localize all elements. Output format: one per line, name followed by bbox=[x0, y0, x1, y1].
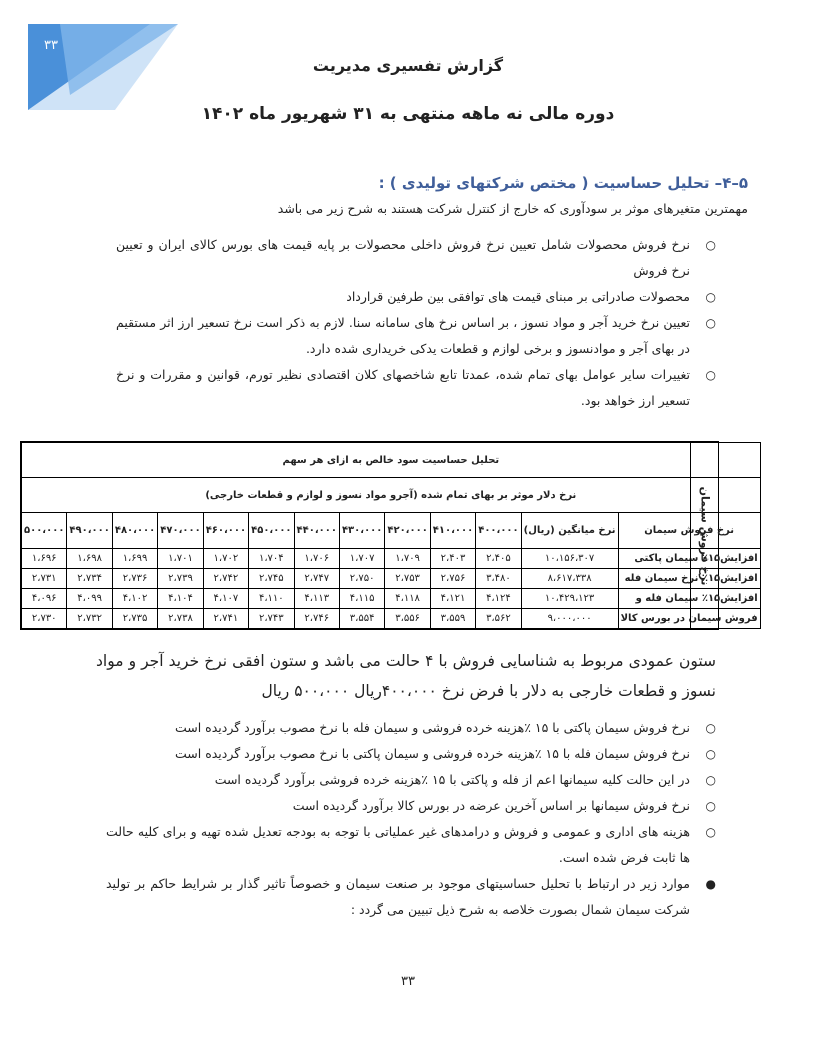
page-number-bottom: ۳۳ bbox=[401, 974, 415, 989]
col-header-rate: ۴۶۰،۰۰۰ bbox=[203, 513, 248, 548]
report-subtitle: دوره مالی نه ماهه منتهی به ۳۱ شهریور ماه ۱۴۰۲ bbox=[201, 104, 615, 124]
table-cell: ۲،۷۳۱ bbox=[22, 568, 67, 588]
circle-bullet-icon: ○ bbox=[705, 825, 716, 839]
circle-bullet-icon: ○ bbox=[705, 799, 716, 813]
col-header-rate: ۴۹۰،۰۰۰ bbox=[67, 513, 112, 548]
table-cell: ۴،۱۰۷ bbox=[203, 588, 248, 608]
table-cell: ۴،۱۲۱ bbox=[430, 588, 475, 608]
table-cell: ۲،۷۴۱ bbox=[203, 608, 248, 628]
table-row bbox=[22, 608, 761, 628]
table-cell: ۲،۷۵۰ bbox=[339, 568, 384, 588]
table-cell: ۳،۵۵۹ bbox=[430, 608, 475, 628]
table-cell: ۱،۷۰۴ bbox=[249, 548, 294, 568]
table-cell: ۴،۱۱۵ bbox=[339, 588, 384, 608]
table-cell: ۲،۷۴۳ bbox=[249, 608, 294, 628]
table-cell: ۳،۵۶۲ bbox=[476, 608, 521, 628]
col-header-rate: ۴۷۰،۰۰۰ bbox=[158, 513, 203, 548]
table-header-main: تحلیل حساسیت سود خالص به ازای هر سهم bbox=[22, 443, 761, 478]
table-cell: ۳،۵۵۶ bbox=[385, 608, 430, 628]
page-corner-decoration bbox=[0, 0, 200, 110]
table-cell: ۴،۱۰۴ bbox=[158, 588, 203, 608]
table-row bbox=[22, 588, 761, 608]
circle-bullet-icon: ○ bbox=[705, 238, 716, 252]
table-cell: ۲،۷۳۸ bbox=[158, 608, 203, 628]
table-cell: ۲،۷۴۷ bbox=[294, 568, 339, 588]
col-header-rate: ۴۱۰،۰۰۰ bbox=[430, 513, 475, 548]
row-avg-rate: ۱۰،۴۲۹،۱۲۳ bbox=[521, 588, 618, 608]
table-cell: ۲،۴۰۳ bbox=[430, 548, 475, 568]
table-cell: ۲،۷۴۵ bbox=[249, 568, 294, 588]
table-cell: ۳،۵۵۴ bbox=[339, 608, 384, 628]
table-cell: ۲،۷۵۶ bbox=[430, 568, 475, 588]
list-item bbox=[106, 741, 716, 767]
sensitivity-table bbox=[20, 441, 758, 630]
list-item-text: موارد زیر در ارتباط با تحلیل حساسیتهای موجود بر صنعت سیمان و خصوصاً تاثیر گذار بر شرایط حاکم بر تولید شرکت سیمان شمال بصورت خلاصه به شرح ذیل تبیین می گردد : bbox=[106, 876, 690, 917]
list-item bbox=[106, 715, 716, 741]
col-header-rate: ۴۰۰،۰۰۰ bbox=[476, 513, 521, 548]
circle-bullet-icon: ○ bbox=[705, 721, 716, 735]
table-row bbox=[22, 548, 761, 568]
table-side-label: نرخ فروش سیمان bbox=[690, 442, 718, 629]
table-cell: ۳،۴۸۰ bbox=[476, 568, 521, 588]
table-cell: ۲،۷۳۵ bbox=[112, 608, 157, 628]
explanation-paragraph: ستون عمودی مربوط به شناسایی فروش با ۴ حالت می باشد و ستون افقی نرخ خرید آجر و مواد نسوز و قطعات خارجی به دلار با فرض نرخ ۴۰۰،۰۰۰ریال ۵۰۰،۰۰۰ ریال bbox=[96, 652, 716, 700]
table-cell: ۴،۰۹۹ bbox=[67, 588, 112, 608]
table-cell: ۲،۷۵۳ bbox=[385, 568, 430, 588]
table-cell: ۱،۷۰۱ bbox=[158, 548, 203, 568]
col-header-rate: ۴۸۰،۰۰۰ bbox=[112, 513, 157, 548]
report-title: گزارش تفسیری مدیریت bbox=[312, 56, 504, 75]
table-cell: ۱،۷۰۷ bbox=[339, 548, 384, 568]
col-header-rate: ۴۵۰،۰۰۰ bbox=[249, 513, 294, 548]
list-item-text: نرخ فروش سیمانها بر اساس آخرین عرضه در بورس کالا برآورد گردیده است bbox=[292, 798, 690, 813]
table-cell: ۲،۷۴۲ bbox=[203, 568, 248, 588]
assumptions-list bbox=[106, 715, 716, 923]
table-cell: ۴،۱۱۳ bbox=[294, 588, 339, 608]
table-cell: ۱،۶۹۹ bbox=[112, 548, 157, 568]
row-avg-rate: ۸،۶۱۷،۳۳۸ bbox=[521, 568, 618, 588]
list-item bbox=[106, 819, 716, 871]
table-cell: ۲،۷۳۴ bbox=[67, 568, 112, 588]
list-item: ○ تعیین نرخ خرید آجر و مواد نسوز ، بر اساس نرخ های سامانه سنا. لازم به ذکر است نرخ تسعیر ارز اثر مستقیم در بهای آجر و موادنسوز و برخی لوازم و قطعات یدکی خریداری شده دارد. bbox=[116, 310, 716, 362]
list-item: ○ نرخ فروش محصولات شامل تعیین نرخ فروش داخلی محصولات بر پایه قیمت های بورس کالای ایران و تعیین نرخ فروش bbox=[116, 232, 716, 284]
col-header-rate: ۴۴۰،۰۰۰ bbox=[294, 513, 339, 548]
table-row bbox=[22, 568, 761, 588]
list-item bbox=[106, 871, 716, 923]
table-cell: ۴،۱۱۸ bbox=[385, 588, 430, 608]
list-item: ○ تغییرات سایر عوامل بهای تمام شده، عمدتا تابع شاخصهای کلان اقتصادی نظیر تورم، قوانین و مقررات و نرخ تسعیر ارز خواهد بود. bbox=[116, 362, 716, 414]
row-label: افزایش۱۵٪ سیمان فله و bbox=[618, 588, 760, 608]
table-cell: ۱،۷۰۹ bbox=[385, 548, 430, 568]
row-label: افزایش۱۵٪ نرخ سیمان فله bbox=[618, 568, 760, 588]
table-cell: ۲،۷۴۶ bbox=[294, 608, 339, 628]
list-item bbox=[106, 767, 716, 793]
list-item-text: نرخ فروش سیمان پاکتی با ۱۵ ٪هزینه خرده فروشی و سیمان فله با نرخ مصوب برآورد گردیده است bbox=[174, 720, 690, 735]
circle-bullet-icon: ○ bbox=[705, 773, 716, 787]
table-cell: ۲،۷۳۶ bbox=[112, 568, 157, 588]
table-cell: ۱،۶۹۸ bbox=[67, 548, 112, 568]
row-avg-rate: ۹،۰۰۰،۰۰۰ bbox=[521, 608, 618, 628]
col-header-rate: ۴۳۰،۰۰۰ bbox=[339, 513, 384, 548]
list-item-text: نرخ فروش سیمان فله با ۱۵ ٪هزینه خرده فروشی و سیمان پاکتی با نرخ مصوب برآورد گردیده است bbox=[175, 746, 690, 761]
col-header-label: نرخ فروش سیمان bbox=[618, 513, 760, 548]
list-item-text: هزینه های اداری و عمومی و فروش و درامدهای غیر عملیاتی با توجه به بودجه تعدیل شده تهیه و برای کلیه حالت ها ثابت فرض شده است. bbox=[106, 824, 690, 865]
circle-bullet-icon: ○ bbox=[705, 290, 716, 304]
list-item: ○ محصولات صادراتی بر مبنای قیمت های توافقی بین طرفین قرارداد bbox=[116, 284, 716, 310]
intro-text: مهمترین متغیرهای موثر بر سودآوری که خارج از کنترل شرکت هستند به شرح زیر می باشد bbox=[277, 201, 748, 216]
table-cell: ۱،۷۰۶ bbox=[294, 548, 339, 568]
table-header-sub: نرخ دلار موثر بر بهای تمام شده (آجرو مواد نسوز و لوازم و قطعات خارجی) bbox=[22, 478, 761, 513]
col-header-avg: نرخ میانگین (ریال) bbox=[521, 513, 618, 548]
table-cell: ۴،۱۱۰ bbox=[249, 588, 294, 608]
table-cell: ۲،۷۳۹ bbox=[158, 568, 203, 588]
circle-bullet-icon: ○ bbox=[705, 747, 716, 761]
table-cell: ۴،۱۰۲ bbox=[112, 588, 157, 608]
variables-list bbox=[116, 232, 716, 414]
list-item bbox=[106, 793, 716, 819]
section-title: ۵–۴– تحلیل حساسیت ( مختص شرکتهای تولیدی ) : bbox=[378, 174, 748, 192]
col-header-rate: ۴۲۰،۰۰۰ bbox=[385, 513, 430, 548]
col-header-rate: ۵۰۰،۰۰۰ bbox=[22, 513, 67, 548]
page-number-top: ۳۳ bbox=[44, 38, 58, 53]
table-cell: ۲،۷۳۲ bbox=[67, 608, 112, 628]
row-label: فروش سیمان در بورس کالا bbox=[618, 608, 760, 628]
table-cell: ۴،۱۲۴ bbox=[476, 588, 521, 608]
filled-bullet-icon: ● bbox=[705, 877, 716, 891]
circle-bullet-icon: ○ bbox=[705, 316, 716, 330]
row-avg-rate: ۱۰،۱۵۶،۳۰۷ bbox=[521, 548, 618, 568]
row-label: افزایش۱۵٪ سیمان پاکتی bbox=[618, 548, 760, 568]
circle-bullet-icon: ○ bbox=[705, 368, 716, 382]
table-cell: ۱،۷۰۲ bbox=[203, 548, 248, 568]
table-cell: ۱،۶۹۶ bbox=[22, 548, 67, 568]
list-item-text: در این حالت کلیه سیمانها اعم از فله و پاکتی با ۱۵ ٪هزینه خرده فروشی برآورد گردیده است bbox=[214, 772, 690, 787]
table-cell: ۲،۷۳۰ bbox=[22, 608, 67, 628]
table-cell: ۲،۴۰۵ bbox=[476, 548, 521, 568]
table-cell: ۴،۰۹۶ bbox=[22, 588, 67, 608]
